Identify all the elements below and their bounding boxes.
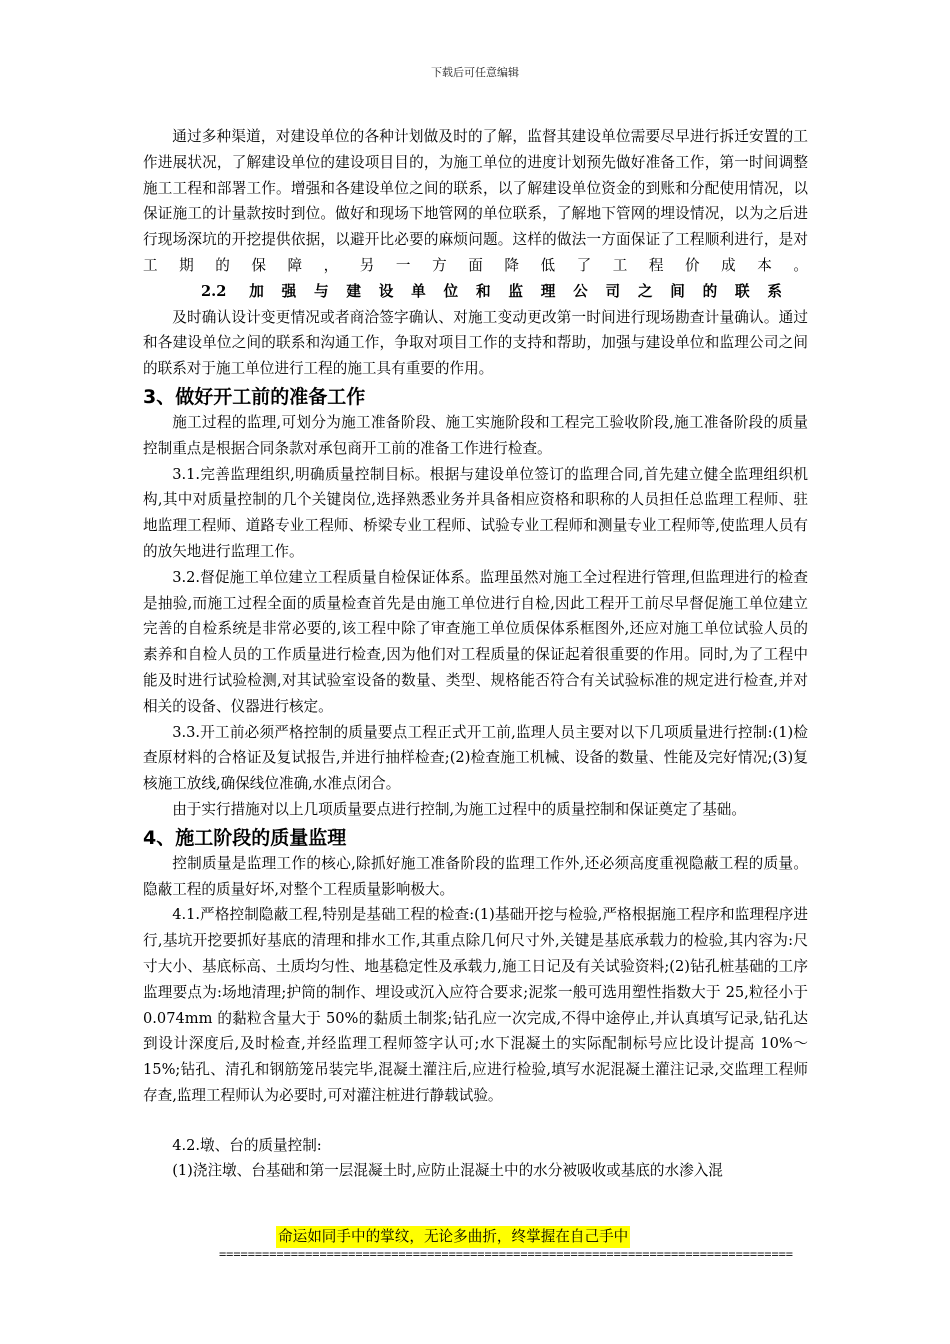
body-paragraph: 由于实行措施对以上几项质量要点进行控制,为施工过程中的质量控制和保证奠定了基础。 bbox=[172, 800, 746, 818]
subsection-heading: 2.2 加强与建设单位和监理公司之间的联系 bbox=[201, 282, 782, 300]
body-paragraph: 4.1.严格控制隐蔽工程,特别是基础工程的检查:(1)基础开挖与检验,严格根据施工程序和监理程序进行,基坑开挖要抓好基底的清理和排水工作,其重点除几何尺寸外,关键是基底承载力的检验,其内容为:尺寸大小、基底标高、土质均匀性、地基稳定性及承载力,施工日记及有关试验资料;(2)钻孔桩基础的工序监理要点为:场地清理;护筒的制作、埋设或沉入应符合要求;泥浆一般可选用塑性指数大于 25,粒径小于 0.074mm 的黏粒含量大于 50%的黏质土制浆;钻孔应一次完成,不得中途停止,并认真填写记录,钻孔达到设计深度后,及时检查,并经监理工程师签字认可;水下混凝土的实际配制标号应比设计提高 10%～15%;钻孔、清孔和钢筋笼吊装完毕,混凝土灌注后,应进行检验,填写水泥混凝土灌注记录,交监理工程师存查,监理工程师认为必要时,可对灌注桩进行静载试验。 bbox=[143, 906, 808, 1104]
page-header: 下载后可任意编辑 bbox=[431, 66, 519, 79]
footer-motto: 命运如同手中的掌纹，无论多曲折，终掌握在自己手中 bbox=[276, 1226, 630, 1248]
body-paragraph: 3.3.开工前必须严格控制的质量要点工程正式开工前,监理人员主要对以下几项质量进行控制:(1)检查原材料的合格证及复试报告,并进行抽样检查;(2)检查施工机械、设备的数量、性能及完好情况;(3)复核施工放线,确保线位准确,水准点闭合。 bbox=[143, 723, 808, 793]
body-paragraph: 3.2.督促施工单位建立工程质量自检保证体系。监理虽然对施工全过程进行管理,但监理进行的检查是抽验,而施工过程全面的质量检查首先是由施工单位进行自检,因此工程开工前尽早督促施工单位建立完善的自检系统是非常必要的,该工程中除了审查施工单位质保体系框图外,还应对施工单位试验人员的素养和自检人员的工作质量进行检查,因为他们对工程质量的保证起着很重要的作用。同时,为了工程中能及时进行试验检测,对其试验室设备的数量、类型、规格能否符合有关试验标准的规定进行检查,并对相关的设备、仪器进行核定。 bbox=[143, 568, 808, 715]
body-paragraph: 通过多种渠道，对建设单位的各种计划做及时的了解，监督其建设单位需要尽早进行拆迁安置的工作进展状况，了解建设单位的建设项目目的，为施工单位的进度计划预先做好准备工作，第一时间调整施工工程和部署工作。增强和各建设单位之间的联系，以了解建设单位资金的到账和分配使用情况，以保证施工的计量款按时到位。做好和现场下地管网的单位联系，了解地下管网的埋设情况，以为之后进行现场深坑的开挖提供依据，以避开比必要的麻烦问题。这样的做法一方面保证了工程顺利进行，是对工期的保障，另一方面降低了工程价成本。 bbox=[143, 128, 808, 274]
blank-line bbox=[143, 1109, 808, 1133]
body-paragraph: 控制质量是监理工作的核心,除抓好施工准备阶段的监理工作外,还必须高度重视隐蔽工程的质量。隐蔽工程的质量好坏,对整个工程质量影响极大。 bbox=[143, 854, 808, 898]
document-body bbox=[143, 124, 808, 1184]
section-heading: 4、施工阶段的质量监理 bbox=[143, 826, 347, 849]
body-paragraph: 施工过程的监理,可划分为施工准备阶段、施工实施阶段和工程完工验收阶段,施工准备阶段的质量控制重点是根据合同条款对承包商开工前的准备工作进行检查。 bbox=[143, 413, 808, 457]
section-heading: 3、做好开工前的准备工作 bbox=[143, 385, 366, 408]
footer-rule: ================================================================================ bbox=[219, 1247, 793, 1261]
body-paragraph: 4.2.墩、台的质量控制: bbox=[172, 1136, 322, 1154]
body-paragraph: (1)浇注墩、台基础和第一层混凝土时,应防止混凝土中的水分被吸收或基底的水渗入混 bbox=[172, 1162, 723, 1180]
body-paragraph: 及时确认设计变更情况或者商洽签字确认、对施工变动更改第一时间进行现场勘查计量确认。通过和各建设单位之间的联系和沟通工作，争取对项目工作的支持和帮助，加强与建设单位和监理公司之间的联系对于施工单位进行工程的施工具有重要的作用。 bbox=[143, 308, 808, 378]
body-paragraph: 3.1.完善监理组织,明确质量控制目标。根据与建设单位签订的监理合同,首先建立健全监理组织机构,其中对质量控制的几个关键岗位,选择熟悉业务并具备相应资格和职称的人员担任总监理工程师、驻地监理工程师、道路专业工程师、桥梁专业工程师、试验专业工程师和测量专业工程师等,使监理人员有的放矢地进行监理工作。 bbox=[143, 465, 808, 560]
